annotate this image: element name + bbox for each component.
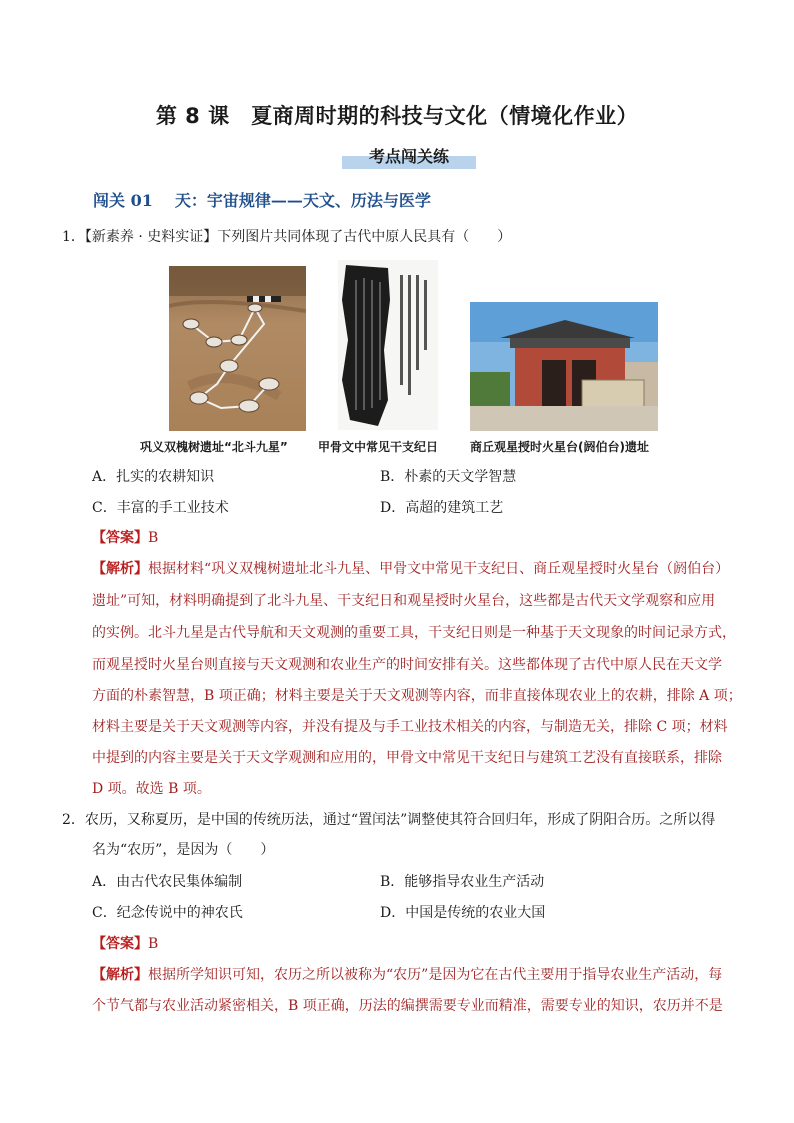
q1-analysis-line: 遗址”可知，材料明确提到了北斗九星、干支纪日和观星授时火星台，这些都是古代天文学观察和应用 [92, 593, 716, 609]
q2-stem-line: 2．农历，又称夏历，是中国的传统历法，通过“置闰法”调整使其符合回归年，形成了阴阳合历。之所以得 [62, 812, 716, 828]
photo-caption-3: 商丘观星授时火星台(阏伯台)遗址 [470, 440, 649, 454]
q1-option-a: A．扎实的农耕知识 [92, 469, 215, 485]
q1-analysis-line: 的实例。北斗九星是古代导航和天文观测的重要工具，干支纪日则是一种基于天文现象的时间记录方式， [92, 625, 736, 641]
q2-answer-value: B [148, 936, 159, 952]
q1-option-c: C．丰富的手工业技术 [92, 500, 229, 516]
q1-answer-value: B [148, 530, 159, 546]
q2-option-b: B．能够指导农业生产活动 [380, 874, 545, 890]
section-heading [93, 188, 431, 211]
q2-answer [92, 934, 158, 954]
q2-option-a: A．由古代农民集体编制 [92, 874, 243, 890]
q1-analysis-line: 材料主要是关于天文观测等内容，并没有提及与手工业技术相关的内容，与制造无关，排除 C 项；材料 [92, 719, 728, 735]
q2-analysis-line: 个节气都与农业活动紧密相关，B 项正确，历法的编撰需要专业而精准，需要专业的知识，农历并不是 [92, 998, 723, 1014]
subtitle-block [342, 143, 476, 171]
oracle-bone-rubbing-photo [338, 260, 438, 430]
q1-answer-tag: 【答案】 [92, 530, 148, 546]
photo-caption-2: 甲骨文中常见干支纪日 [318, 440, 439, 454]
q1-tag: 【新素养 · 史料实证】 [84, 229, 218, 245]
q2-analysis-tag: 【解析】 [92, 967, 148, 983]
q2-answer-tag: 【答案】 [92, 936, 148, 952]
q1-analysis-line: 而观星授时火星台则直接与天文观测和农业生产的时间安排有关。这些都体现了古代中原人民在天文学 [92, 657, 722, 673]
q2-stem-line: 名为“农历”，是因为（ ） [92, 842, 275, 858]
q1-analysis-line: 中提到的内容主要是关于天文学观测和应用的，甲骨文中常见干支纪日与建筑工艺没有直接联系，排除 [92, 750, 722, 766]
q1-option-d: D．高超的建筑工艺 [380, 500, 504, 516]
q1-analysis-line: D 项。故选 B 项。 [92, 781, 211, 797]
q1-analysis-line: 【解析】根据材料“巩义双槐树遗址北斗九星、甲骨文中常见干支纪日、商丘观星授时火星台（阏伯台） [92, 561, 730, 577]
q2-number: 2． [62, 812, 85, 828]
q2-analysis-line: 【解析】根据所学知识可知，农历之所以被称为“农历”是因为它在古代主要用于指导农业生产活动，每 [92, 967, 723, 983]
excavation-site-photo [169, 266, 306, 431]
q1-stem-line [62, 227, 511, 247]
q1-stem: 下列图片共同体现了古代中原人民具有（ ） [217, 229, 512, 245]
q1-answer [92, 528, 158, 548]
page-title: 第 8 课 夏商周时期的科技与文化（情境化作业） [155, 104, 639, 128]
q1-analysis-line: 方面的朴素智慧，B 项正确；材料主要是关于天文观测等内容，而非直接体现农业上的农耕，排除 A 项； [92, 688, 742, 704]
subtitle: 考点闯关练 [368, 147, 449, 166]
q1-number: 1． [62, 229, 85, 245]
q2-option-c: C．纪念传说中的神农氏 [92, 905, 243, 921]
observatory-gate-photo [470, 302, 658, 431]
q1-option-b: B．朴素的天文学智慧 [380, 469, 517, 485]
q1-analysis-tag: 【解析】 [92, 561, 148, 577]
section-title: 天：宇宙规律——天文、历法与医学 [174, 191, 431, 210]
photo-caption-1: 巩义双槐树遗址“北斗九星” [140, 440, 288, 454]
section-number: 闯关 01 [93, 191, 153, 210]
q2-option-d: D．中国是传统的农业大国 [380, 905, 546, 921]
